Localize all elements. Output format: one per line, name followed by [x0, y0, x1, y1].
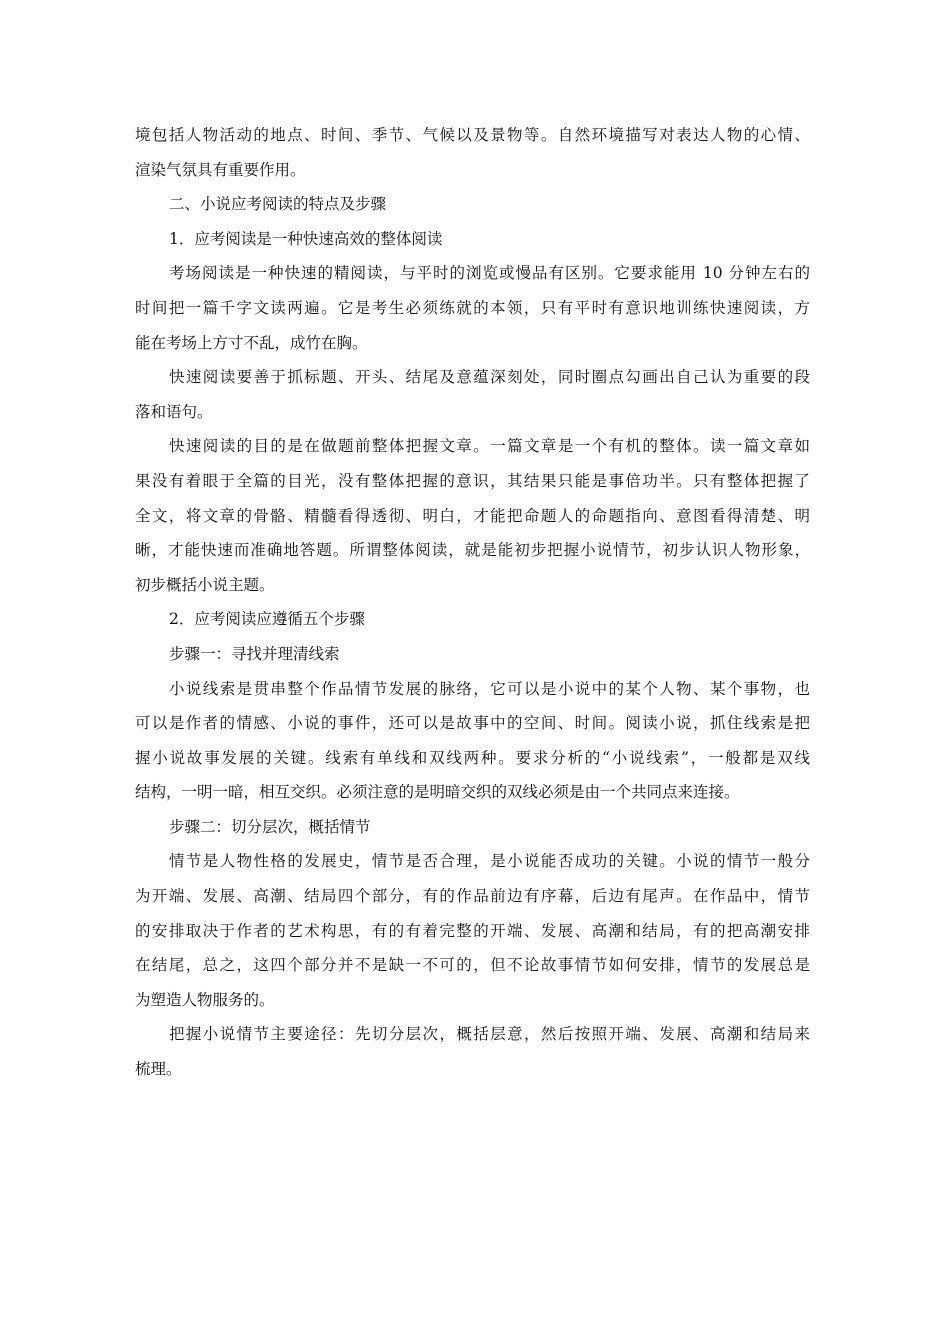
text-line: 步骤二：切分层次，概括情节: [169, 817, 371, 836]
text-line: 考场阅读是一种快速的精阅读，与平时的浏览或慢品有区别。它要求能用 10 分钟左右的: [169, 264, 810, 283]
document-page: [135, 118, 810, 1087]
text-line: 在结尾，总之，这四个部分并不是缺一不可的，但不论故事情节如何安排，情节的发展总是: [135, 956, 810, 975]
text-line: 为开端、发展、高潮、结局四个部分，有的作品前边有序幕，后边有尾声。在作品中，情节: [135, 887, 810, 906]
text-line: 梳理。: [135, 1060, 182, 1079]
text-line: 把握小说情节主要途径：先切分层次，概括层意，然后按照开端、发展、高潮和结局来: [169, 1025, 810, 1044]
text-line: 为塑造人物服务的。: [135, 990, 275, 1009]
text-line: 二、小说应考阅读的特点及步骤: [169, 195, 387, 214]
text-line: 可以是作者的情感、小说的事件，还可以是故事中的空间、时间。阅读小说，抓住线索是把: [135, 714, 810, 733]
text-line: 握小说故事发展的关键。线索有单线和双线两种。要求分析的“小说线索”，一般都是双线: [135, 748, 810, 767]
text-line: 情节是人物性格的发展史，情节是否合理，是小说能否成功的关键。小说的情节一般分: [169, 852, 810, 871]
text-line: 全文，将文章的骨骼、精髓看得透彻、明白，才能把命题人的命题指向、意图看得清楚、明: [135, 506, 810, 525]
text-line: 2．应考阅读应遵循五个步骤: [169, 610, 365, 629]
text-line: 结构，一明一暗，相互交织。必须注意的是明暗交织的双线必须是由一个共同点来连接。: [135, 783, 740, 802]
text-line: 快速阅读要善于抓标题、开头、结尾及意蕴深刻处，同时圈点勾画出自己认为重要的段: [169, 368, 810, 387]
text-line: 境包括人物活动的地点、时间、季节、气候以及景物等。自然环境描写对表达人物的心情、: [135, 126, 810, 144]
text-line: 1．应考阅读是一种快速高效的整体阅读: [169, 229, 443, 248]
text-line: 快速阅读的目的是在做题前整体把握文章。一篇文章是一个有机的整体。读一篇文章如: [169, 437, 810, 456]
text-line: 能在考场上方寸不乱，成竹在胸。: [135, 333, 368, 352]
text-line: 果没有着眼于全篇的目光，没有整体把握的意识，其结果只能是事倍功半。只有整体把握了: [135, 471, 810, 490]
text-line: 晰，才能快速而准确地答题。所谓整体阅读，就是能初步把握小说情节，初步认识人物形象，: [135, 541, 810, 560]
text-line: 初步概括小说主题。: [135, 575, 275, 594]
text-line: 时间把一篇千字文读两遍。它是考生必须练就的本领，只有平时有意识地训练快速阅读，方: [135, 298, 810, 317]
text-line: 渲染气氛具有重要作用。: [135, 160, 306, 179]
text-line: 步骤一：寻找并理清线索: [169, 644, 340, 663]
text-line: 的安排取决于作者的艺术构思，有的有着完整的开端、发展、高潮和结局，有的把高潮安排: [135, 921, 810, 940]
text-line: 小说线索是贯串整个作品情节发展的脉络，它可以是小说中的某个人物、某个事物，也: [169, 679, 810, 698]
text-line: 落和语句。: [135, 402, 213, 421]
